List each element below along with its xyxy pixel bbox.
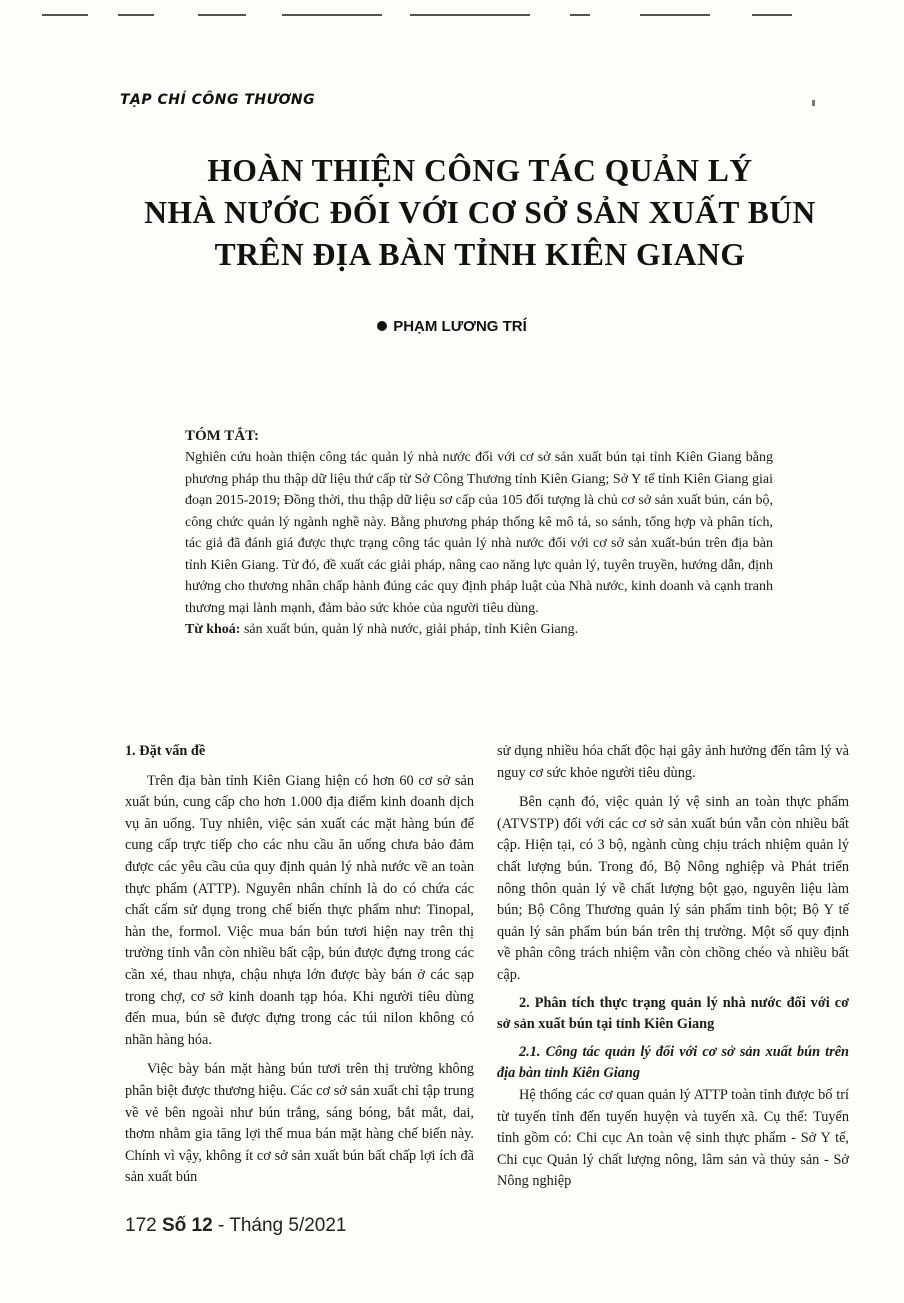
author-name: PHẠM LƯƠNG TRÍ [393, 318, 527, 335]
page-footer [125, 1215, 347, 1237]
section-heading: 1. Đặt vấn đề [125, 743, 206, 759]
top-rule [282, 14, 382, 16]
top-rule [410, 14, 530, 16]
section-heading: 2. Phân tích thực trạng quản lý nhà nước đối với cơ sở sản xuất bún tại tỉnh Kiên Giang [497, 994, 849, 1033]
top-rule [570, 14, 590, 16]
keywords [185, 619, 773, 641]
top-rule [118, 14, 154, 16]
author [0, 318, 904, 335]
title-line: TRÊN ĐỊA BÀN TỈNH KIÊN GIANG [214, 237, 746, 272]
subsection-heading: 2.1. Công tác quản lý đối với cơ sở sản xuất bún trên địa bàn tỉnh Kiên Giang [497, 1043, 849, 1082]
article-title [100, 150, 860, 276]
top-rule [198, 14, 246, 16]
page-number: 172 [125, 1215, 157, 1236]
paragraph: Việc bày bán mặt hàng bún tươi trên thị trường không phân biệt được thương hiệu. Các cơ sở sản xuất chỉ tập trung về vẻ bên ngoài như bún trắng, sáng bóng, bắt mắt, dai, thơm nhằm gia tăng lợi thế mua bán mặt hàng chế biến này. Chính vì vậy, không ít cơ sở sản xuất bún bất chấp lợi ích đã sản xuất bún [125, 1061, 474, 1186]
right-column [497, 741, 849, 1193]
issue-date: - Tháng 5/2021 [212, 1215, 347, 1236]
keywords-text: sản xuất bún, quản lý nhà nước, giải pháp, tỉnh Kiên Giang. [240, 622, 579, 637]
issue-prefix: Số [161, 1215, 192, 1236]
top-rule [42, 14, 88, 16]
paragraph: Trên địa bàn tỉnh Kiên Giang hiện có hơn 60 cơ sở sản xuất bún, cung cấp cho hơn 1.000 địa điểm kinh doanh dịch vụ ăn uống. Tuy nhiên, việc sản xuất các mặt hàng bún để cung cấp trực tiếp cho các nhu cầu ăn uống chưa bảo đảm được các yêu cầu của quy định quản lý nhà nước về an toàn thực phẩm (ATTP). Nguyên nhân chính là do có chứa các chất cấm sử dụng trong chế biến thực phẩm như: Tinopal, hàn the, formol. Việc mua bán bún tươi hiện nay trên thị trường tỉnh vẫn còn nhiều bất cập, bún được đựng trong các cần xé, thau nhựa, chậu nhựa lớn được bày bán ở các sạp trong chợ, cơ sở kinh doanh tạp hóa. Khi người tiêu dùng đến mua, bún sẽ được đựng trong các túi nilon không có nhãn hàng hóa. [125, 772, 474, 1048]
paragraph: Bên cạnh đó, việc quản lý vệ sinh an toàn thực phẩm (ATVSTP) đối với các cơ sở sản xuất bún vẫn còn nhiều bất cập. Hiện tại, có 3 bộ, ngành cùng chịu trách nhiệm quản lý chất lượng bún. Trong đó, Bộ Nông nghiệp và Phát triển nông thôn quản lý về chất lượng bột gạo, nguyên liệu làm bún; Bộ Công Thương quản lý sản phẩm tinh bột; Bộ Y tế quản lý sản phẩm bún bán trên thị trường. Một số quy định về phân công trách nhiệm vẫn còn chồng chéo và nhiều bất cập. [497, 794, 849, 983]
title-line: NHÀ NƯỚC ĐỐI VỚI CƠ SỞ SẢN XUẤT BÚN [144, 195, 816, 230]
scan-mark [812, 100, 815, 106]
top-rule [640, 14, 710, 16]
issue-number: 12 [191, 1215, 213, 1236]
journal-name: TẠP CHÍ CÔNG THƯƠNG [120, 92, 316, 108]
keywords-label: Từ khoá: [185, 622, 241, 637]
bullet-icon [377, 321, 387, 331]
paragraph: sử dụng nhiều hóa chất độc hại gây ảnh hưởng đến tâm lý và nguy cơ sức khỏe người tiêu dùng. [497, 743, 849, 781]
abstract [185, 447, 773, 641]
left-column [125, 741, 474, 1189]
title-line: HOÀN THIỆN CÔNG TÁC QUẢN LÝ [207, 153, 753, 188]
abstract-text: Nghiên cứu hoàn thiện công tác quản lý nhà nước đối với cơ sở sản xuất bún tại tỉnh Kiên Giang bằng phương pháp thu thập dữ liệu thứ cấp từ Sở Công Thương tỉnh Kiên Giang; Sở Y tế tỉnh Kiên Giang giai đoạn 2015-2019; Đồng thời, thu thập dữ liệu sơ cấp của 105 đối tượng là chủ cơ sở sản xuất bún, cán bộ, công chức quản lý ngành nghề này. Bằng phương pháp thống kê mô tả, so sánh, tổng hợp và phân tích, tác giả đã đánh giá được thực trạng công tác quản lý nhà nước đối với cơ sở sản xuất-bún trên địa bàn tỉnh Kiên Giang. Từ đó, đề xuất các giải pháp, nâng cao năng lực quản lý, tuyên truyền, hướng dẫn, định hướng cho thương nhân chấp hành đúng các quy định pháp luật của Nhà nước, kinh doanh và cạnh tranh thương mại lành mạnh, đảm bảo sức khỏe của người tiêu dùng. [185, 450, 773, 616]
top-rule [752, 14, 792, 16]
abstract-heading: TÓM TẮT: [185, 428, 260, 444]
paragraph: Hệ thống các cơ quan quản lý ATTP toàn tỉnh được bố trí từ tuyến tỉnh đến tuyến huyện và tuyến xã. Cụ thể: Tuyến tỉnh gồm có: Chi cục An toàn vệ sinh thực phẩm - Sở Y tế, Chi cục Quản lý chất lượng nông, lâm sản và thủy sản - Sở Nông nghiệp [497, 1086, 849, 1190]
